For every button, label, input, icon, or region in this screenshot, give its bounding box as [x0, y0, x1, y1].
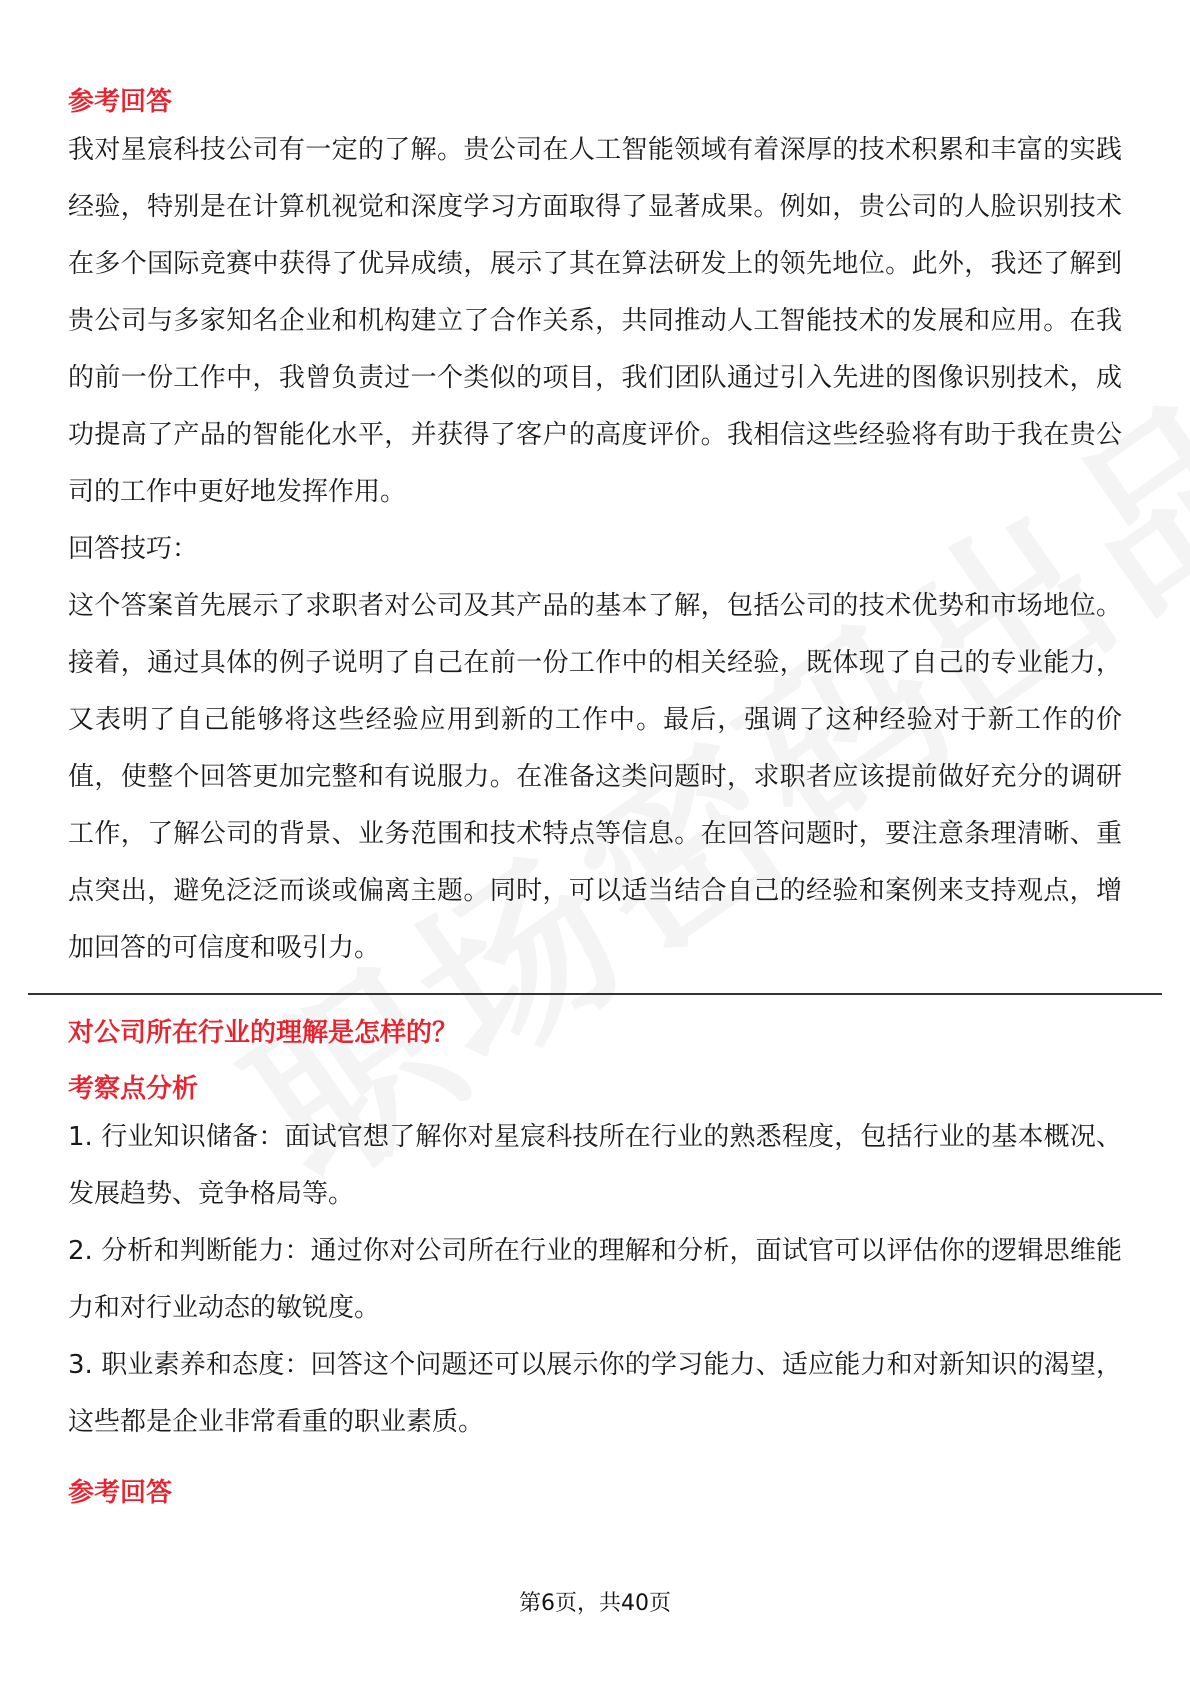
- analysis-point-2: 2. 分析和判断能力：通过你对公司所在行业的理解和分析，面试官可以评估你的逻辑思维能力和对行业动态的敏锐度。: [68, 1236, 1122, 1323]
- analysis-point-3: 3. 职业素养和态度：回答这个问题还可以展示你的学习能力、适应能力和对新知识的渴望，这些都是企业非常看重的职业素质。: [68, 1350, 1122, 1437]
- page-content: [68, 82, 1122, 1513]
- question-title: 对公司所在行业的理解是怎样的？: [68, 1018, 459, 1048]
- answer-tips-text: 这个答案首先展示了求职者对公司及其产品的基本了解，包括公司的技术优势和市场地位。接着，通过具体的例子说明了自己在前一份工作中的相关经验，既体现了自己的专业能力，又表明了自己能够将这些经验应用到新的工作中。最后，强调了这种经验对于新工作的价值，使整个回答更加完整和有说服力。在准备这类问题时，求职者应该提前做好充分的调研工作，了解公司的背景、业务范围和技术特点等信息。在回答问题时，要注意条理清晰、重点突出，避免泛泛而谈或偏离主题。同时，可以适当结合自己的经验和案例来支持观点，增加回答的可信度和吸引力。: [68, 591, 1122, 963]
- page-number: 第6页，共40页: [519, 1591, 671, 1616]
- reference-answer-heading: 参考回答: [68, 87, 173, 117]
- reference-answer-heading-2: 参考回答: [68, 1478, 173, 1508]
- answer-tips-label: 回答技巧：: [68, 534, 199, 564]
- analysis-point-1: 1. 行业知识储备：面试官想了解你对星宸科技所在行业的熟悉程度，包括行业的基本概况、发展趋势、竞争格局等。: [68, 1122, 1122, 1209]
- reference-answer-text: 我对星宸科技公司有一定的了解。贵公司在人工智能领域有着深厚的技术积累和丰富的实践经验，特别是在计算机视觉和深度学习方面取得了显著成果。例如，贵公司的人脸识别技术在多个国际竞赛中获得了优异成绩，展示了其在算法研发上的领先地位。此外，我还了解到贵公司与多家知名企业和机构建立了合作关系，共同推动人工智能技术的发展和应用。在我的前一份工作中，我曾负责过一个类似的项目，我们团队通过引入先进的图像识别技术，成功提高了产品的智能化水平，并获得了客户的高度评价。我相信这些经验将有助于我在贵公司的工作中更好地发挥作用。: [68, 135, 1122, 507]
- section-divider: [28, 993, 1162, 995]
- analysis-heading: 考察点分析: [68, 1074, 199, 1104]
